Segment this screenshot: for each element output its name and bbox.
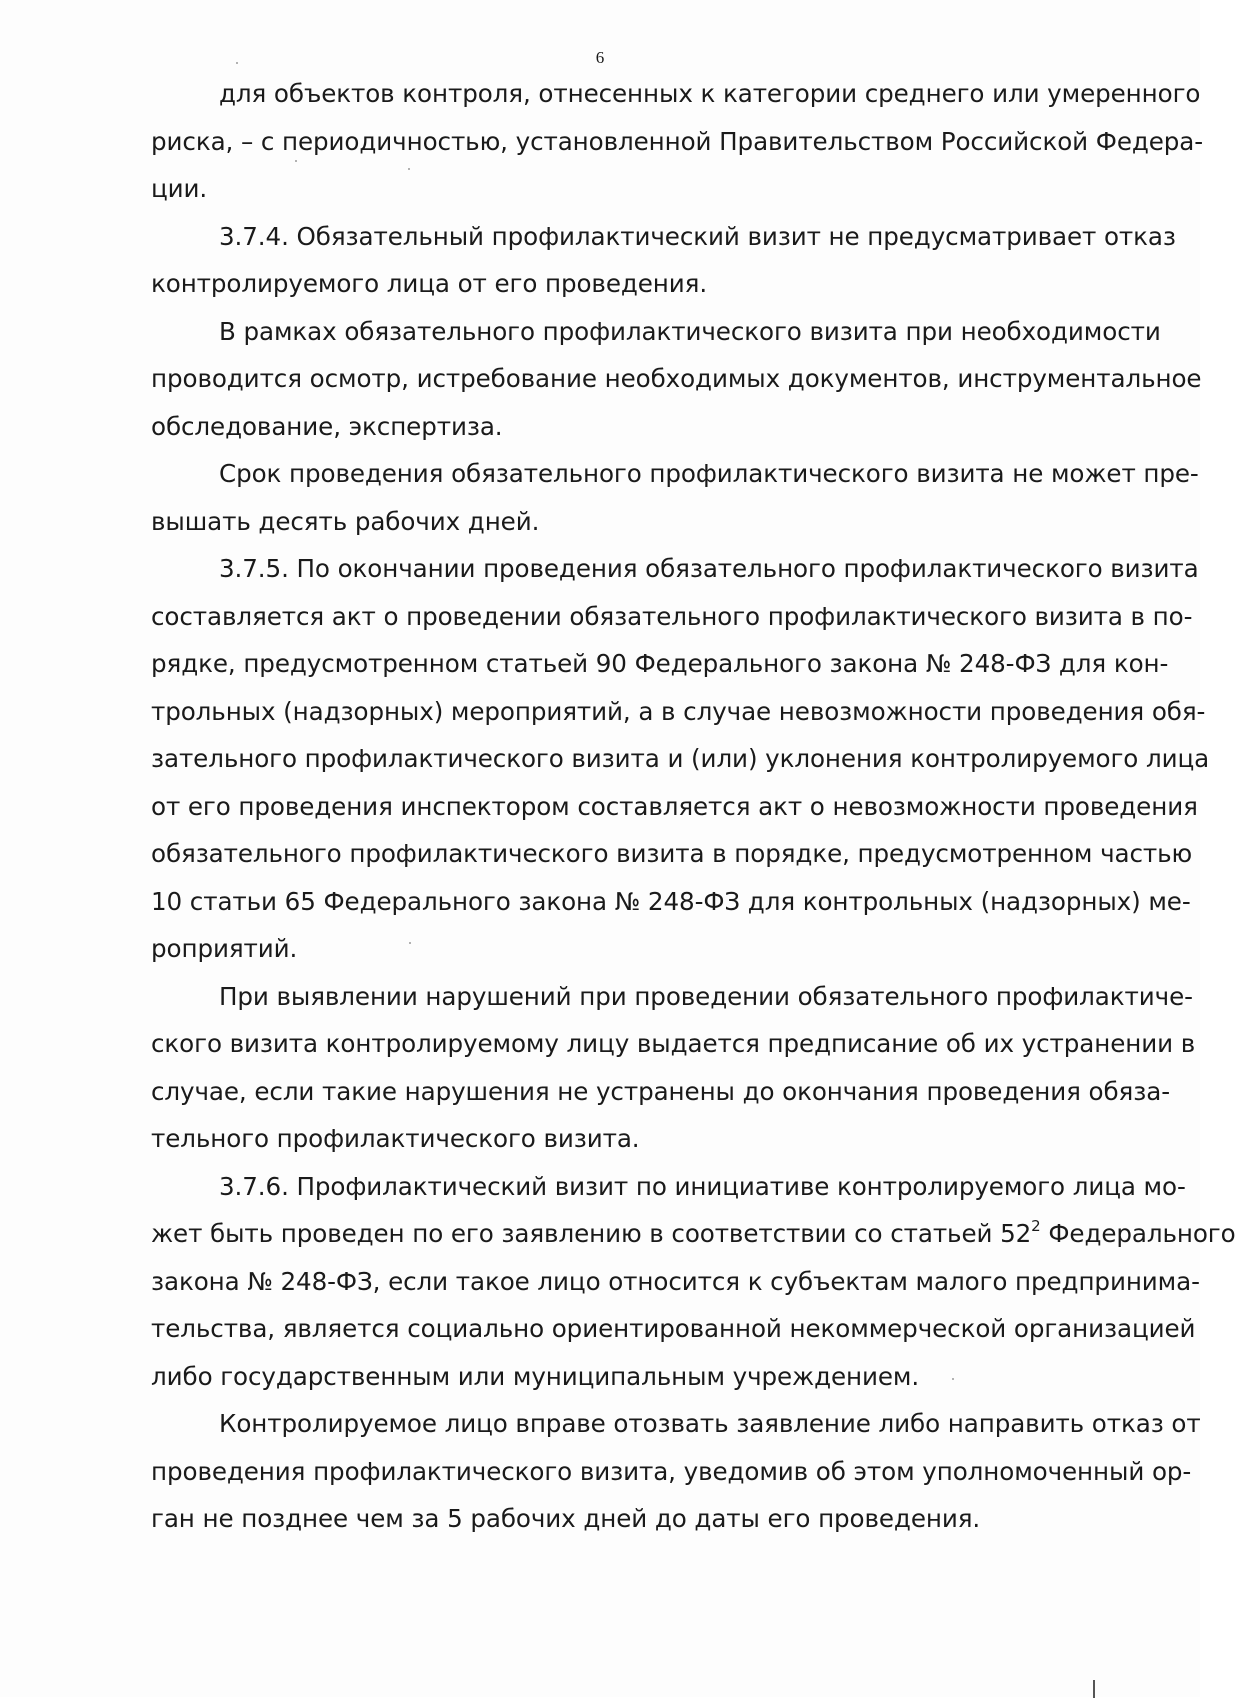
text-line-content: ции. bbox=[151, 174, 208, 203]
text-line bbox=[151, 878, 1191, 926]
text-line bbox=[151, 925, 1141, 973]
text-line-content: вышать десять рабочих дней. bbox=[151, 506, 540, 536]
text-line-content: проведения профилактического визита, уведомив об этом уполномоченный ор- bbox=[151, 1456, 1192, 1486]
scan-speck bbox=[236, 62, 238, 64]
text-line-content: 3.7.6. Профилактический визит по инициативе контролируемого лица мо- bbox=[219, 1171, 1186, 1201]
text-line-content: При выявлении нарушений при проведении обязательного профилактиче- bbox=[219, 981, 1193, 1011]
text-line-content: ского визита контролируемому лицу выдается предписание об их устранении в bbox=[151, 1029, 1196, 1058]
page-number: 6 bbox=[595, 48, 605, 67]
text-line-content: роприятий. bbox=[151, 934, 298, 963]
scan-speck bbox=[409, 942, 411, 944]
text-line-content: либо государственным или муниципальным учреждением. bbox=[151, 1361, 920, 1391]
text-line bbox=[151, 213, 1176, 261]
text-line bbox=[151, 308, 1161, 356]
text-line bbox=[151, 545, 1199, 593]
text-line-content: тельства, является социально ориентированной некоммерческой организацией bbox=[151, 1314, 1196, 1343]
text-line-content: случае, если такие нарушения не устранены до окончания проведения обяза- bbox=[151, 1076, 1170, 1106]
text-line-content: 3.7.5. По окончании проведения обязательного профилактического визита bbox=[219, 554, 1199, 583]
text-line-content: трольных (надзорных) мероприятий, а в случае невозможности проведения обя- bbox=[151, 696, 1206, 726]
text-line-content: рядке, предусмотренном статьей 90 Федерального закона № 248-ФЗ для кон- bbox=[151, 649, 1169, 678]
text-line bbox=[151, 830, 1193, 878]
text-line bbox=[151, 640, 1169, 688]
text-line bbox=[151, 783, 1198, 831]
text-line-content: составляется акт о проведении обязательного профилактического визита в по- bbox=[151, 601, 1193, 631]
text-line bbox=[151, 498, 1141, 546]
text-line bbox=[151, 450, 1199, 498]
text-line-content: жет быть проведен по его заявлению в соответствии со статьей 52 bbox=[151, 1219, 1032, 1248]
text-line bbox=[151, 1163, 1186, 1211]
text-line-content: ган не позднее чем за 5 рабочих дней до даты его проведения. bbox=[151, 1504, 981, 1533]
text-line-content: обязательного профилактического визита в порядке, предусмотренном частью bbox=[151, 839, 1193, 868]
text-line bbox=[151, 688, 1206, 736]
text-line bbox=[151, 1020, 1196, 1068]
text-line-content: тельного профилактического визита. bbox=[151, 1124, 640, 1153]
text-line-content: В рамках обязательного профилактического визита при необходимости bbox=[219, 316, 1161, 346]
text-line bbox=[151, 1210, 1236, 1258]
text-line bbox=[151, 1448, 1192, 1496]
text-line bbox=[151, 403, 1141, 451]
text-line-content: 10 статьи 65 Федерального закона № 248-ФЗ для контрольных (надзорных) ме- bbox=[151, 886, 1191, 916]
text-line bbox=[151, 1305, 1196, 1353]
text-line bbox=[151, 1353, 1141, 1401]
text-line bbox=[151, 1495, 1141, 1543]
text-line-content: проводится осмотр, истребование необходимых документов, инструментальное bbox=[151, 364, 1202, 393]
scan-speck bbox=[295, 160, 297, 162]
text-line-content: закона № 248-ФЗ, если такое лицо относится к субъектам малого предпринима- bbox=[151, 1266, 1200, 1296]
document-body bbox=[151, 70, 1236, 1543]
text-line-content: контролируемого лица от его проведения. bbox=[151, 269, 708, 298]
text-line-content: обследование, экспертиза. bbox=[151, 411, 503, 441]
text-line bbox=[151, 1068, 1170, 1116]
text-line bbox=[151, 70, 1201, 118]
text-line-content: для объектов контроля, отнесенных к категории среднего или умеренного bbox=[219, 79, 1201, 108]
text-line bbox=[151, 118, 1204, 166]
text-line bbox=[151, 1258, 1200, 1306]
text-line-content: Контролируемое лицо вправе отозвать заявление либо направить отказ от bbox=[219, 1409, 1201, 1438]
text-line-content: 3.7.4. Обязательный профилактический визит не предусматривает отказ bbox=[219, 221, 1176, 251]
text-line bbox=[151, 593, 1193, 641]
scan-speck bbox=[408, 168, 410, 170]
text-line bbox=[151, 1400, 1201, 1448]
text-line-content: от его проведения инспектором составляется акт о невозможности проведения bbox=[151, 791, 1198, 821]
text-line bbox=[151, 355, 1202, 403]
scan-margin-mark bbox=[1093, 1680, 1095, 1698]
text-line-continuation: Федерального bbox=[1040, 1219, 1236, 1248]
text-line bbox=[151, 1115, 1141, 1163]
text-line bbox=[151, 260, 1141, 308]
text-line-content: зательного профилактического визита и (или) уклонения контролируемого лица bbox=[151, 744, 1210, 773]
text-line bbox=[151, 165, 1141, 213]
scan-speck bbox=[952, 1378, 954, 1380]
text-line bbox=[151, 973, 1193, 1021]
text-line bbox=[151, 735, 1210, 783]
text-line-content: риска, – с периодичностью, установленной Правительством Российской Федера- bbox=[151, 126, 1204, 156]
footnote-superscript: 2 bbox=[1031, 1217, 1041, 1235]
text-line-content: Срок проведения обязательного профилактического визита не может пре- bbox=[219, 459, 1199, 488]
